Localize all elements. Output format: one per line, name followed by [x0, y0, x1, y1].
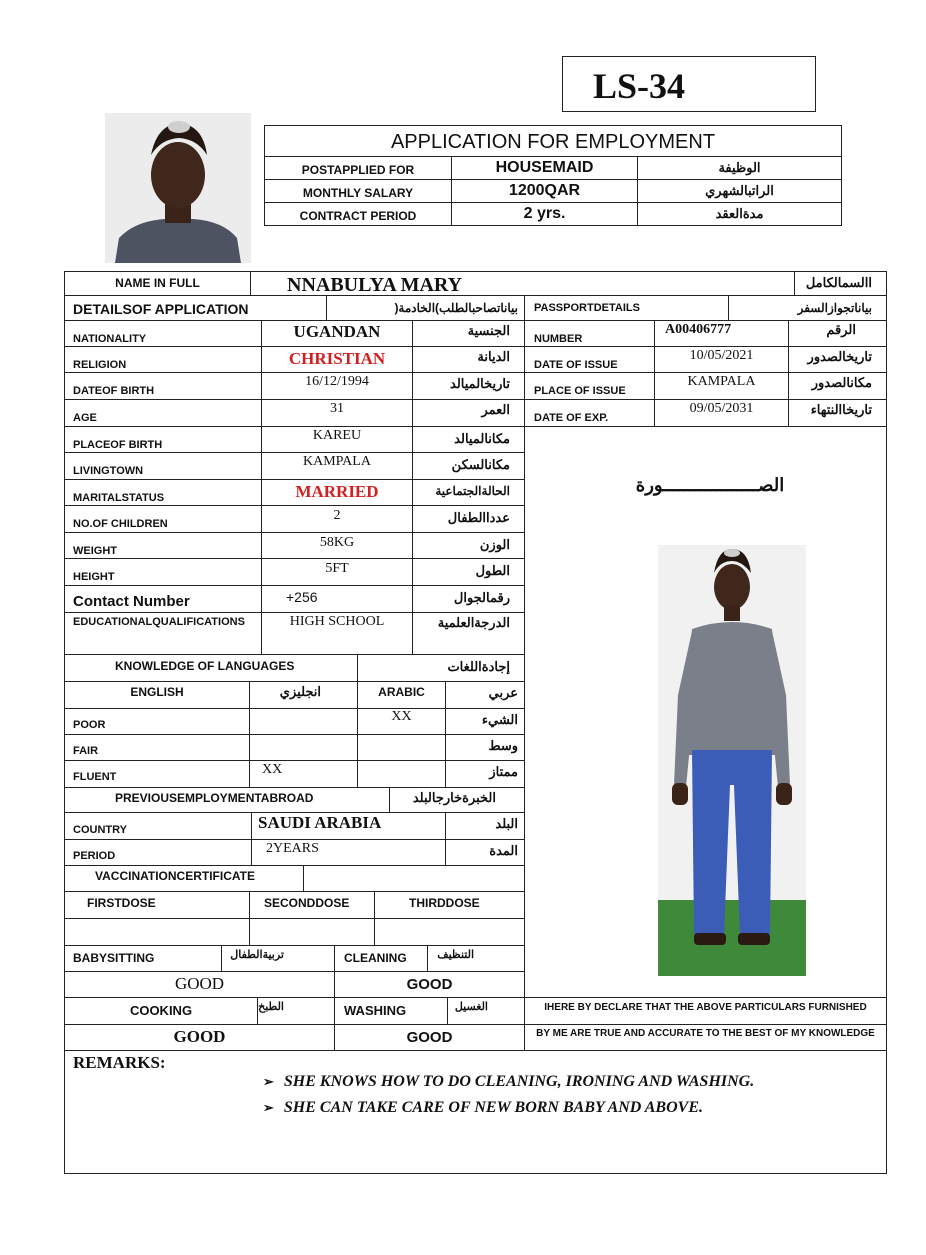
- experience-title: PREVIOUSEMPLOYMENTABROAD: [115, 791, 314, 805]
- education-ar: الدرجةالعلمية: [437, 615, 510, 630]
- babysitting-ar-cell: [221, 945, 335, 972]
- nationality-value-cell: [261, 320, 413, 347]
- height-ar-cell: [412, 558, 525, 586]
- nationality-label-cell: [64, 320, 262, 347]
- cooking-ar-cell: [257, 997, 335, 1025]
- monthly-salary-value: 1200QAR: [508, 182, 581, 199]
- arabic-header-cell: [357, 681, 446, 709]
- period-label: PERIOD: [73, 850, 116, 862]
- poor-label: POOR: [73, 719, 106, 731]
- livingtown-label: LIVINGTOWN: [73, 465, 144, 477]
- babysitting-label-cell: [64, 945, 222, 972]
- passport-number-ar-cell: [788, 320, 887, 347]
- weight-value-cell: [261, 532, 413, 559]
- passport-number-ar: الرقم: [826, 322, 856, 337]
- issue-date-label-cell: [524, 346, 655, 373]
- passport-number-value-cell: [654, 320, 789, 347]
- post-applied-ar: الوظيفة: [718, 160, 761, 175]
- issue-place-ar-cell: [788, 372, 887, 400]
- age-label-cell: [64, 399, 262, 427]
- education-value-cell: [261, 612, 413, 655]
- cleaning-label-cell: [334, 945, 428, 972]
- livingtown-value-cell: [261, 452, 413, 480]
- dob-label: DATEOF BIRTH: [73, 385, 155, 397]
- period-ar-cell: [445, 839, 525, 866]
- third-dose-cell: [374, 891, 525, 919]
- age-label: AGE: [73, 412, 97, 424]
- header-salary-label-cell: [264, 179, 452, 203]
- name-label-cell: [64, 271, 251, 296]
- vaccination-title: VACCINATIONCERTIFICATE: [95, 869, 255, 883]
- weight-value: 58KG: [319, 535, 355, 550]
- name-ar-cell: [794, 271, 887, 296]
- washing-value: GOOD: [406, 1029, 453, 1046]
- passport-number-value: A00406777: [665, 322, 732, 337]
- post-applied-value: HOUSEMAID: [495, 159, 594, 176]
- fluent-label: FLUENT: [73, 771, 117, 783]
- issue-place-ar: مكانالصدور: [811, 375, 872, 390]
- children-ar-cell: [412, 505, 525, 533]
- babysitting-label: BABYSITTING: [73, 951, 155, 965]
- weight-label: WEIGHT: [73, 545, 117, 557]
- height-value: 5FT: [325, 561, 349, 576]
- education-ar-cell: [412, 612, 525, 655]
- expiry-label: DATE OF EXP.: [534, 412, 609, 424]
- header-contract-ar-cell: [637, 202, 842, 226]
- languages-title-ar: إجادةاللغات: [447, 659, 510, 674]
- english-ar-cell: [249, 681, 358, 709]
- languages-title-ar-cell: [357, 654, 525, 682]
- poor-arabic-cell: [357, 708, 446, 735]
- washing-label: WASHING: [344, 1003, 407, 1018]
- washing-value-cell: [334, 1024, 525, 1051]
- expiry-ar-cell: [788, 399, 887, 427]
- cooking-value: GOOD: [173, 1027, 226, 1046]
- cooking-value-cell: [64, 1024, 335, 1051]
- livingtown-ar: مكانالسكن: [451, 457, 510, 472]
- contact-label-cell: [64, 585, 262, 613]
- fair-english-cell: [249, 734, 358, 761]
- second-dose-cell: [249, 891, 375, 919]
- cleaning-ar-cell: [427, 945, 525, 972]
- details-title: DETAILSOF APPLICATION: [73, 301, 249, 317]
- height-value-cell: [261, 558, 413, 586]
- nationality-value: UGANDAN: [293, 322, 381, 341]
- washing-ar-cell: [447, 997, 525, 1025]
- name-value-cell: [250, 271, 795, 296]
- vaccination-title-cell: [64, 865, 304, 892]
- washing-ar: الغسيل: [454, 1001, 488, 1013]
- issue-place-value: KAMPALA: [687, 374, 756, 389]
- children-ar: عدداالطفال: [447, 510, 510, 525]
- experience-ar: الخبرةخارجالبلد: [412, 790, 496, 805]
- issue-date-ar: تاريخالصدور: [807, 349, 872, 364]
- second-dose-label: SECONDDOSE: [264, 896, 350, 910]
- fluent-ar-cell: [445, 760, 525, 788]
- country-label: COUNTRY: [73, 824, 127, 836]
- livingtown-ar-cell: [412, 452, 525, 480]
- dob-value-cell: [261, 372, 413, 400]
- age-ar-cell: [412, 399, 525, 427]
- nationality-ar: الجنسية: [467, 323, 510, 338]
- remarks-title: REMARKS:: [73, 1053, 166, 1072]
- religion-ar-cell: [412, 346, 525, 373]
- passport-number-label: NUMBER: [534, 333, 583, 345]
- cleaning-value: GOOD: [406, 976, 453, 993]
- babysitting-ar: تربيةالطفال: [230, 949, 284, 961]
- portrait-photo: [105, 113, 251, 263]
- cleaning-value-cell: [334, 971, 525, 998]
- remark-item-1: [263, 1073, 754, 1091]
- expiry-value-cell: [654, 399, 789, 427]
- pob-label-cell: [64, 426, 262, 453]
- contact-ar: رقمالجوال: [453, 590, 510, 605]
- remark-item-2: [263, 1099, 703, 1117]
- photo-panel: [524, 426, 887, 998]
- marital-label-cell: [64, 479, 262, 506]
- period-value: 2YEARS: [266, 841, 319, 856]
- period-value-cell: [251, 839, 446, 866]
- dob-ar: تاريخالميالد: [450, 376, 510, 391]
- height-label-cell: [64, 558, 262, 586]
- expiry-label-cell: [524, 399, 655, 427]
- declaration-line1-cell: [524, 997, 887, 1025]
- pob-value: KAREU: [312, 428, 362, 443]
- poor-english-cell: [249, 708, 358, 735]
- religion-value: CHRISTIAN: [288, 349, 386, 368]
- fluent-arabic-cell: [357, 760, 446, 788]
- fair-label: FAIR: [73, 745, 99, 757]
- header-post-label-cell: [264, 156, 452, 180]
- fluent-english-cell: [249, 760, 358, 788]
- declaration-line1: IHERE BY DECLARE THAT THE ABOVE PARTICULARS FURNISHED: [544, 1002, 867, 1013]
- details-ar-cell: [326, 295, 525, 321]
- third-dose-value-cell: [374, 918, 525, 946]
- form-title: APPLICATION FOR EMPLOYMENT: [390, 131, 716, 153]
- fluent-label-cell: [64, 760, 250, 788]
- washing-label-cell: [334, 997, 448, 1025]
- children-label: NO.OF CHILDREN: [73, 518, 168, 530]
- dob-ar-cell: [412, 372, 525, 400]
- marital-ar: الحالةالجتماعية: [435, 484, 510, 498]
- issue-date-label: DATE OF ISSUE: [534, 359, 618, 371]
- experience-ar-cell: [389, 787, 525, 813]
- fair-ar-cell: [445, 734, 525, 761]
- children-value: 2: [333, 508, 341, 523]
- name-label: NAME IN FULL: [115, 276, 200, 290]
- fair-arabic-cell: [357, 734, 446, 761]
- reference-code-box: [562, 56, 816, 112]
- dob-value: 16/12/1994: [305, 374, 369, 389]
- experience-title-cell: [64, 787, 390, 813]
- children-value-cell: [261, 505, 413, 533]
- header-post-ar-cell: [637, 156, 842, 180]
- babysitting-value-cell: [64, 971, 335, 998]
- religion-label: RELIGION: [73, 359, 127, 371]
- second-dose-value-cell: [249, 918, 375, 946]
- cooking-ar: الطبخ: [258, 1001, 284, 1013]
- fair-label-cell: [64, 734, 250, 761]
- full-name-value: NNABULYA MARY: [287, 274, 463, 296]
- religion-value-cell: [261, 346, 413, 373]
- monthly-salary-label: MONTHLY SALARY: [302, 186, 414, 200]
- weight-ar: الوزن: [479, 537, 510, 552]
- contact-value-cell: [261, 585, 413, 613]
- first-dose-value-cell: [64, 918, 250, 946]
- details-title-cell: [64, 295, 327, 321]
- nationality-label: NATIONALITY: [73, 333, 147, 345]
- marital-ar-cell: [412, 479, 525, 506]
- details-ar: بياناتصاحبالطلب)الخادمة(: [394, 301, 518, 315]
- religion-label-cell: [64, 346, 262, 373]
- arabic-label: ARABIC: [378, 685, 425, 699]
- header-contract-value-cell: [451, 202, 638, 226]
- header-salary-ar-cell: [637, 179, 842, 203]
- languages-title: KNOWLEDGE OF LANGUAGES: [115, 659, 295, 673]
- height-ar: الطول: [475, 563, 510, 578]
- issue-date-value-cell: [654, 346, 789, 373]
- cleaning-ar: التنظيف: [437, 949, 474, 961]
- first-dose-label: FIRSTDOSE: [87, 896, 156, 910]
- english-header-cell: [64, 681, 250, 709]
- pob-value-cell: [261, 426, 413, 453]
- reference-code: LS-34: [593, 66, 686, 106]
- issue-place-label-cell: [524, 372, 655, 400]
- age-ar: العمر: [481, 402, 510, 417]
- education-label-cell: [64, 612, 262, 655]
- contact-ar-cell: [412, 585, 525, 613]
- passport-title-cell: [524, 295, 729, 321]
- period-ar: المدة: [489, 843, 518, 858]
- weight-ar-cell: [412, 532, 525, 559]
- passport-number-label-cell: [524, 320, 655, 347]
- arabic-ar-cell: [445, 681, 525, 709]
- education-value: HIGH SCHOOL: [289, 614, 385, 629]
- remark-text-1: SHE KNOWS HOW TO DO CLEANING, IRONING AND WASHING.: [283, 1073, 755, 1090]
- religion-ar: الديانة: [477, 349, 510, 364]
- poor-ar-cell: [445, 708, 525, 735]
- passport-ar: بياناتجوازالسفر: [797, 301, 872, 315]
- contract-period-label: CONTRACT PERIOD: [299, 209, 417, 223]
- first-dose-cell: [64, 891, 250, 919]
- fair-ar: وسط: [488, 738, 518, 753]
- issue-date-value: 10/05/2021: [689, 348, 754, 363]
- dob-label-cell: [64, 372, 262, 400]
- country-value-cell: [251, 812, 446, 840]
- education-label: EDUCATIONALQUALIFICATIONS: [73, 616, 245, 628]
- marital-value-cell: [261, 479, 413, 506]
- country-ar-cell: [445, 812, 525, 840]
- fluent-ar: ممتاز: [489, 764, 518, 779]
- cooking-label-cell: [64, 997, 258, 1025]
- english-label: ENGLISH: [130, 685, 184, 699]
- header-title-cell: [264, 125, 842, 157]
- passport-ar-cell: [728, 295, 887, 321]
- header-contract-label-cell: [264, 202, 452, 226]
- poor-ar: الشيء: [481, 712, 518, 727]
- expiry-ar: تاريخاالنتهاء: [810, 402, 872, 417]
- vaccination-blank-cell: [303, 865, 525, 892]
- age-value-cell: [261, 399, 413, 427]
- country-label-cell: [64, 812, 252, 840]
- contact-value: +256: [286, 589, 318, 605]
- babysitting-value: GOOD: [174, 974, 225, 993]
- photo-label-ar: الصــــــــــــــــــورة: [635, 475, 785, 495]
- age-value: 31: [330, 401, 344, 416]
- name-ar: االسمالكامل: [805, 275, 872, 290]
- poor-label-cell: [64, 708, 250, 735]
- cleaning-label: CLEANING: [344, 951, 407, 965]
- issue-date-ar-cell: [788, 346, 887, 373]
- period-label-cell: [64, 839, 252, 866]
- marital-label: MARITALSTATUS: [73, 492, 165, 504]
- remarks-box: [64, 1050, 887, 1174]
- arrow-bullet-icon: ➢: [263, 1100, 274, 1115]
- cooking-label: COOKING: [129, 1003, 193, 1018]
- issue-place-value-cell: [654, 372, 789, 400]
- declaration-line2-cell: [524, 1024, 887, 1051]
- header-salary-value-cell: [451, 179, 638, 203]
- fluent-english-value: XX: [262, 762, 283, 777]
- english-ar: انجليزي: [279, 684, 321, 699]
- livingtown-label-cell: [64, 452, 262, 480]
- full-body-photo: [658, 545, 806, 976]
- arabic-ar: عربي: [488, 685, 518, 700]
- pob-label: PLACEOF BIRTH: [73, 439, 163, 451]
- livingtown-value: KAMPALA: [303, 454, 371, 469]
- remark-text-2: SHE CAN TAKE CARE OF NEW BORN BABY AND ABOVE.: [283, 1099, 703, 1116]
- contract-period-value: 2 yrs.: [523, 205, 566, 222]
- country-ar: البلد: [495, 816, 518, 831]
- expiry-value: 09/05/2031: [689, 401, 754, 416]
- pob-ar-cell: [412, 426, 525, 453]
- arrow-bullet-icon: ➢: [263, 1074, 274, 1089]
- marital-value: MARRIED: [295, 482, 379, 501]
- declaration-line2: BY ME ARE TRUE AND ACCURATE TO THE BEST OF MY KNOWLEDGE: [536, 1028, 875, 1039]
- issue-place-label: PLACE OF ISSUE: [534, 385, 626, 397]
- pob-ar: مكانالميالد: [454, 431, 510, 446]
- post-applied-label: POSTAPPLIED FOR: [301, 163, 415, 177]
- country-value: SAUDI ARABIA: [258, 813, 382, 832]
- children-label-cell: [64, 505, 262, 533]
- languages-title-cell: [64, 654, 358, 682]
- nationality-ar-cell: [412, 320, 525, 347]
- monthly-salary-ar: الراتبالشهري: [705, 183, 774, 198]
- contact-label: Contact Number: [73, 593, 190, 610]
- poor-arabic-value: XX: [391, 709, 412, 724]
- contract-period-ar: مدةالعقد: [715, 206, 764, 221]
- third-dose-label: THIRDDOSE: [409, 896, 480, 910]
- weight-label-cell: [64, 532, 262, 559]
- passport-title: PASSPORTDETAILS: [534, 302, 640, 314]
- height-label: HEIGHT: [73, 571, 115, 583]
- header-post-value-cell: [451, 156, 638, 180]
